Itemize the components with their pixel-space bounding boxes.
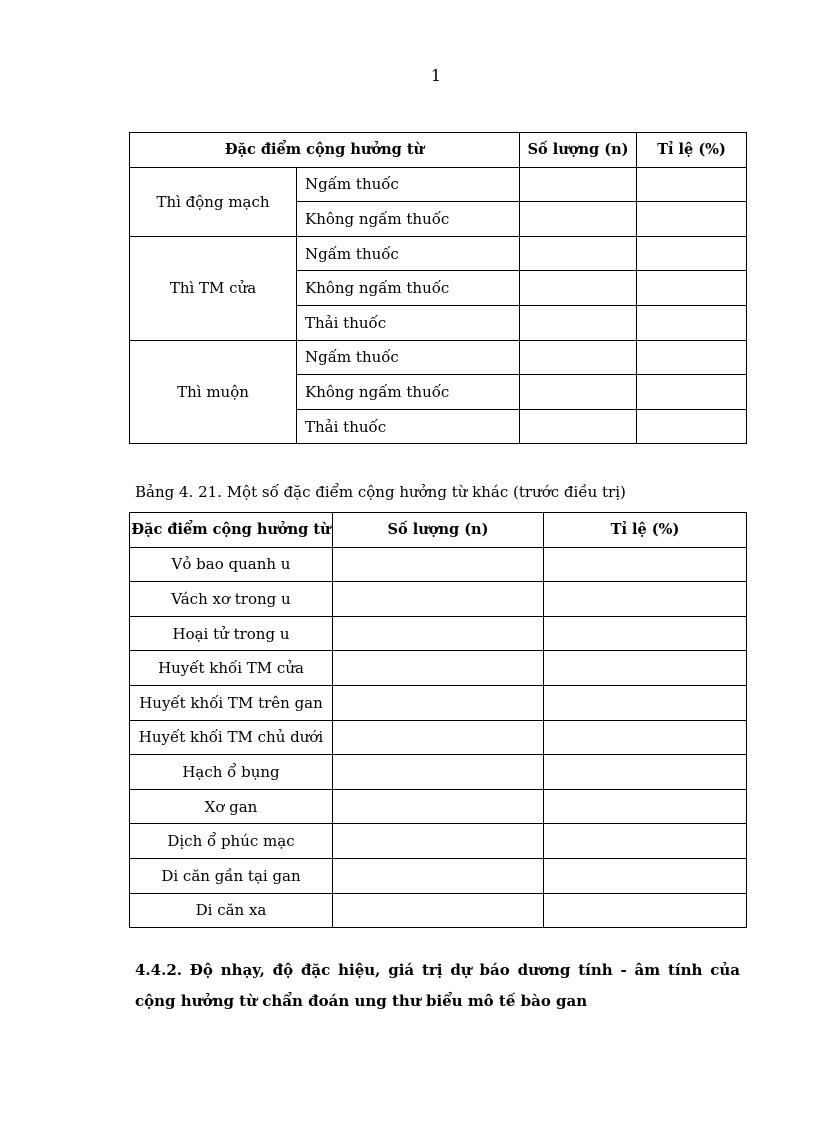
count-cell <box>520 202 637 237</box>
count-cell <box>333 720 544 755</box>
feature-cell: Vỏ bao quanh u <box>130 547 333 582</box>
feature-cell: Dịch ổ phúc mạc <box>130 824 333 859</box>
enhancement-cell: Ngấm thuốc <box>297 236 520 271</box>
rate-cell <box>637 340 747 375</box>
table-row <box>130 755 747 790</box>
count-cell <box>333 651 544 686</box>
feature-cell: Hạch ổ bụng <box>130 755 333 790</box>
count-cell <box>520 375 637 410</box>
rate-cell <box>544 824 747 859</box>
feature-cell: Xơ gan <box>130 789 333 824</box>
section-heading: 4.4.2. Độ nhạy, độ đặc hiệu, giá trị dự báo dương tính - âm tính của cộng hưởng từ chẩn đoán ung thư biểu mô tế bào gan <box>135 961 740 1010</box>
feature-cell: Huyết khối TM chủ dưới <box>130 720 333 755</box>
header-rate: Tỉ lệ (%) <box>637 133 747 168</box>
table-row <box>130 340 747 375</box>
rate-cell <box>637 236 747 271</box>
feature-cell: Hoại tử trong u <box>130 616 333 651</box>
table-row <box>130 858 747 893</box>
count-cell <box>520 409 637 444</box>
enhancement-cell: Thải thuốc <box>297 305 520 340</box>
rate-cell <box>544 616 747 651</box>
header-feature: Đặc điểm cộng hưởng từ <box>130 133 520 168</box>
table-header-row <box>130 133 747 168</box>
phase-delayed: Thì muộn <box>130 340 297 444</box>
table-row <box>130 651 747 686</box>
rate-cell <box>637 375 747 410</box>
table-row <box>130 236 747 271</box>
count-cell <box>333 685 544 720</box>
table-row <box>130 582 747 617</box>
enhancement-cell: Thải thuốc <box>297 409 520 444</box>
count-cell <box>520 236 637 271</box>
enhancement-cell: Không ngấm thuốc <box>297 271 520 306</box>
table-row <box>130 547 747 582</box>
table-row <box>130 685 747 720</box>
count-cell <box>520 167 637 202</box>
enhancement-cell: Không ngấm thuốc <box>297 375 520 410</box>
table-row <box>130 824 747 859</box>
phase-portal: Thì TM cửa <box>130 236 297 340</box>
count-cell <box>520 305 637 340</box>
table-body <box>130 547 747 928</box>
table-header-row <box>130 513 747 548</box>
count-cell <box>333 789 544 824</box>
rate-cell <box>637 409 747 444</box>
page-number: 1 <box>430 66 442 85</box>
count-cell <box>333 824 544 859</box>
count-cell <box>333 582 544 617</box>
count-cell <box>333 893 544 928</box>
rate-cell <box>544 755 747 790</box>
header-rate: Tỉ lệ (%) <box>544 513 747 548</box>
feature-cell: Di căn gần tại gan <box>130 858 333 893</box>
feature-cell: Vách xơ trong u <box>130 582 333 617</box>
rate-cell <box>637 305 747 340</box>
count-cell <box>333 858 544 893</box>
header-count: Số lượng (n) <box>520 133 637 168</box>
table-row <box>130 167 747 202</box>
rate-cell <box>637 202 747 237</box>
count-cell <box>333 547 544 582</box>
rate-cell <box>544 582 747 617</box>
phase-arterial: Thì động mạch <box>130 167 297 236</box>
count-cell <box>520 271 637 306</box>
count-cell <box>333 755 544 790</box>
rate-cell <box>544 893 747 928</box>
rate-cell <box>544 789 747 824</box>
feature-cell: Huyết khối TM trên gan <box>130 685 333 720</box>
enhancement-cell: Không ngấm thuốc <box>297 202 520 237</box>
feature-cell: Di căn xa <box>130 893 333 928</box>
count-cell <box>520 340 637 375</box>
enhancement-cell: Ngấm thuốc <box>297 167 520 202</box>
rate-cell <box>544 651 747 686</box>
table-row <box>130 720 747 755</box>
table-row <box>130 616 747 651</box>
rate-cell <box>544 685 747 720</box>
count-cell <box>333 616 544 651</box>
mri-other-features-table <box>129 512 747 928</box>
enhancement-cell: Ngấm thuốc <box>297 340 520 375</box>
rate-cell <box>637 167 747 202</box>
table-row <box>130 893 747 928</box>
rate-cell <box>544 858 747 893</box>
rate-cell <box>544 720 747 755</box>
header-feature: Đặc điểm cộng hưởng từ <box>130 513 333 548</box>
feature-cell: Huyết khối TM cửa <box>130 651 333 686</box>
rate-cell <box>637 271 747 306</box>
table-row <box>130 789 747 824</box>
header-count: Số lượng (n) <box>333 513 544 548</box>
table-caption: Bảng 4. 21. Một số đặc điểm cộng hưởng từ khác (trước điều trị) <box>135 483 626 501</box>
rate-cell <box>544 547 747 582</box>
mri-phase-table <box>129 132 747 444</box>
